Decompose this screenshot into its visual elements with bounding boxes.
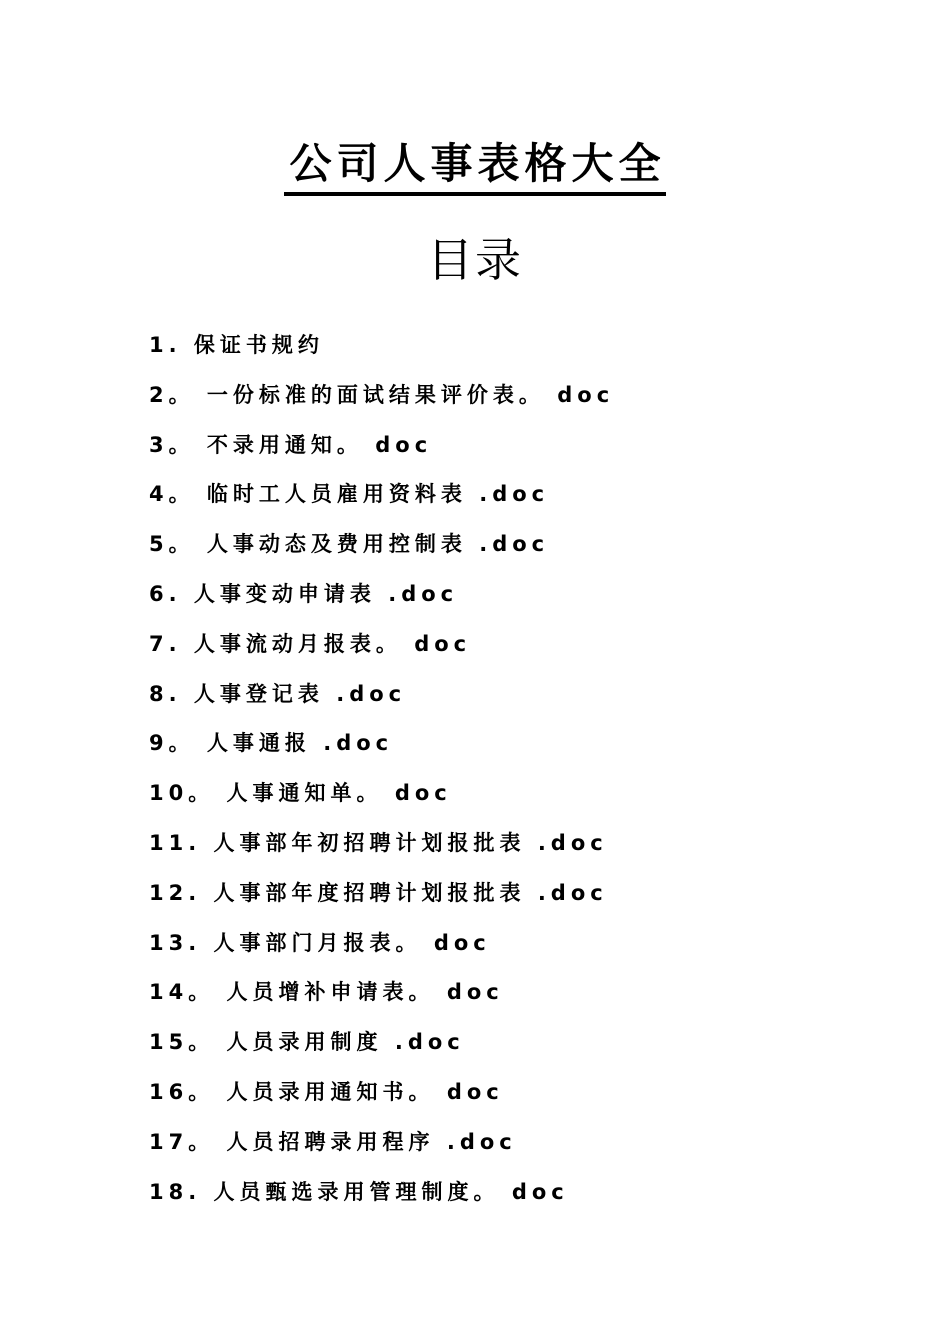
toc-item: 12. 人事部年度招聘计划报批表 .doc (149, 880, 608, 905)
toc-item: 6. 人事变动申请表 .doc (149, 581, 459, 606)
toc-item: 18. 人员甄选录用管理制度。 doc (149, 1179, 569, 1204)
toc-item: 13. 人事部门月报表。 doc (149, 930, 491, 955)
toc-item: 14。 人员增补申请表。 doc (149, 980, 504, 1005)
toc-item: 8. 人事登记表 .doc (149, 681, 407, 706)
document-title (0, 136, 950, 196)
toc-list (149, 325, 909, 1221)
toc-item: 9。 人事通报 .doc (149, 731, 394, 756)
toc-item: 3。 不录用通知。 doc (149, 432, 433, 457)
document-title-text: 公司人事表格大全 (284, 138, 665, 196)
toc-item: 4。 临时工人员雇用资料表 .doc (149, 482, 550, 507)
toc-item: 10。 人事通知单。 doc (149, 781, 452, 806)
toc-item: 1. 保证书规约 (149, 333, 324, 357)
toc-item: 15。 人员录用制度 .doc (149, 1030, 465, 1055)
toc-item: 17。 人员招聘录用程序 .doc (149, 1129, 517, 1154)
toc-item: 11. 人事部年初招聘计划报批表 .doc (149, 830, 608, 855)
toc-item: 16。 人员录用通知书。 doc (149, 1079, 504, 1104)
toc-item: 5。 人事动态及费用控制表 .doc (149, 532, 550, 557)
toc-item: 2。 一份标准的面试结果评价表。 doc (149, 382, 615, 407)
toc-heading: 目录 (427, 233, 523, 287)
toc-item: 7. 人事流动月报表。 doc (149, 631, 472, 656)
